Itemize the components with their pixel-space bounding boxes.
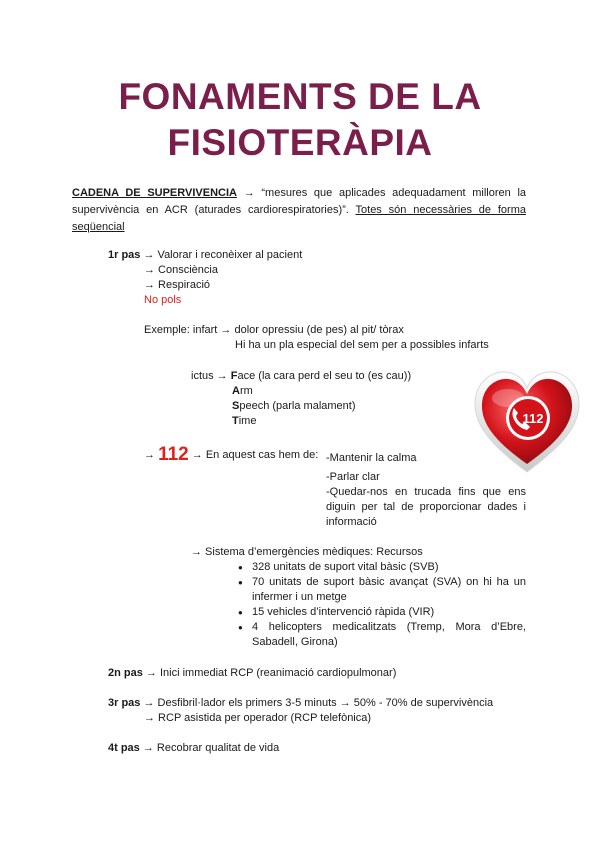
fast-rest-f: ace (la cara perd el seu to (es cau)) xyxy=(237,370,412,382)
step2-text: → Inici immediat RCP (reanimació cardiopulmonar) xyxy=(145,667,397,679)
step1-item-conscience: → Consciència xyxy=(144,264,218,276)
bullet-icon: ● xyxy=(238,578,243,587)
resource-helicopters: 4 helicopters medicalitzats (Tremp, Mora d’Ebre, Sabadell, Girona) xyxy=(252,621,526,648)
ictus-line xyxy=(191,369,411,384)
step2-label: 2n pas xyxy=(108,667,143,679)
step3-text: → Desfibril·lador els primers 3-5 minuts → 50% - 70% de supervivència xyxy=(143,697,494,709)
heart-112-icon xyxy=(472,368,582,476)
fast-t xyxy=(232,414,256,429)
fast-letter-s: S xyxy=(232,400,240,412)
list-item xyxy=(238,620,526,650)
resource-sva: 70 unitats de suport bàsic avançat (SVA) on hi ha un infermer i un metge xyxy=(252,576,526,603)
step1-item-breathing: → Respiració xyxy=(144,279,211,291)
example-line1: Exemple: infart → dolor opressiu (de pes) al pit/ tòrax xyxy=(144,324,404,336)
call-text: → En aquest cas hem de: xyxy=(191,449,319,461)
page-title-line2: FISIOTERÀPIA xyxy=(167,122,433,163)
ictus-prefix: ictus → xyxy=(191,370,228,382)
intro-note: Totes són necessàries de forma seqüencial xyxy=(72,204,526,233)
step4-line xyxy=(108,741,279,756)
intro-quote: “mesures que aplicades adequadament milloren la supervivència en ACR (aturades cardiorespiratories)”. xyxy=(72,187,527,216)
intro-paragraph xyxy=(72,185,526,236)
call-line xyxy=(144,444,319,465)
sem-line: → Sistema d’emergències mèdiques: Recursos xyxy=(191,546,423,558)
step3-label: 3r pas xyxy=(108,697,141,709)
call-item-clear: -Parlar clar xyxy=(326,471,380,483)
step4-label: 4t pas xyxy=(108,742,140,754)
list-item xyxy=(238,605,526,620)
fast-rest-a: rm xyxy=(239,385,253,397)
call-item-stay: -Quedar-nos en trucada fins que ens diguin per tal de proporcionar dades i informació xyxy=(326,486,526,528)
call-arrow: → xyxy=(144,449,155,461)
step3-line2: → RCP asistida per operador (RCP telefònica) xyxy=(144,712,372,724)
bullet-icon: ● xyxy=(238,608,243,617)
step1-line xyxy=(108,248,302,263)
step2-line xyxy=(108,666,396,681)
step1-label: 1r pas xyxy=(108,249,141,261)
fast-a xyxy=(232,384,253,399)
fast-s xyxy=(232,399,356,414)
intro-arrow: → xyxy=(243,187,255,199)
heart-112-label: 112 xyxy=(522,411,544,426)
page-title-line1: FONAMENTS DE LA xyxy=(118,76,482,117)
intro-heading: CADENA DE SUPERVIVENCIA xyxy=(72,187,237,199)
fast-letter-f: F xyxy=(230,370,238,382)
step3-line xyxy=(108,696,493,711)
fast-letter-a: A xyxy=(232,385,240,397)
list-item xyxy=(238,560,526,575)
call-number: 112 xyxy=(158,444,189,465)
step4-text: → Recobrar qualitat de vida xyxy=(142,742,280,754)
fast-rest-t: ime xyxy=(238,415,257,427)
call-item-calm: -Mantenir la calma xyxy=(326,452,417,464)
bullet-icon: ● xyxy=(238,623,243,632)
step1-no-pulse: No pols xyxy=(144,294,182,306)
step1-text: Valorar i reconèixer al pacient xyxy=(157,249,303,261)
step1-arrow: → xyxy=(143,249,155,261)
fast-letter-t: T xyxy=(232,415,239,427)
resource-list xyxy=(238,560,526,650)
fast-rest-s: peech (parla malament) xyxy=(239,400,356,412)
resource-svb: 328 unitats de suport vital bàsic (SVB) xyxy=(252,561,439,573)
resource-vir: 15 vehicles d’intervenció ràpida (VIR) xyxy=(252,606,435,618)
list-item xyxy=(238,575,526,605)
example-line2: Hi ha un pla especial del sem per a possibles infarts xyxy=(235,339,489,351)
bullet-icon: ● xyxy=(238,563,243,572)
